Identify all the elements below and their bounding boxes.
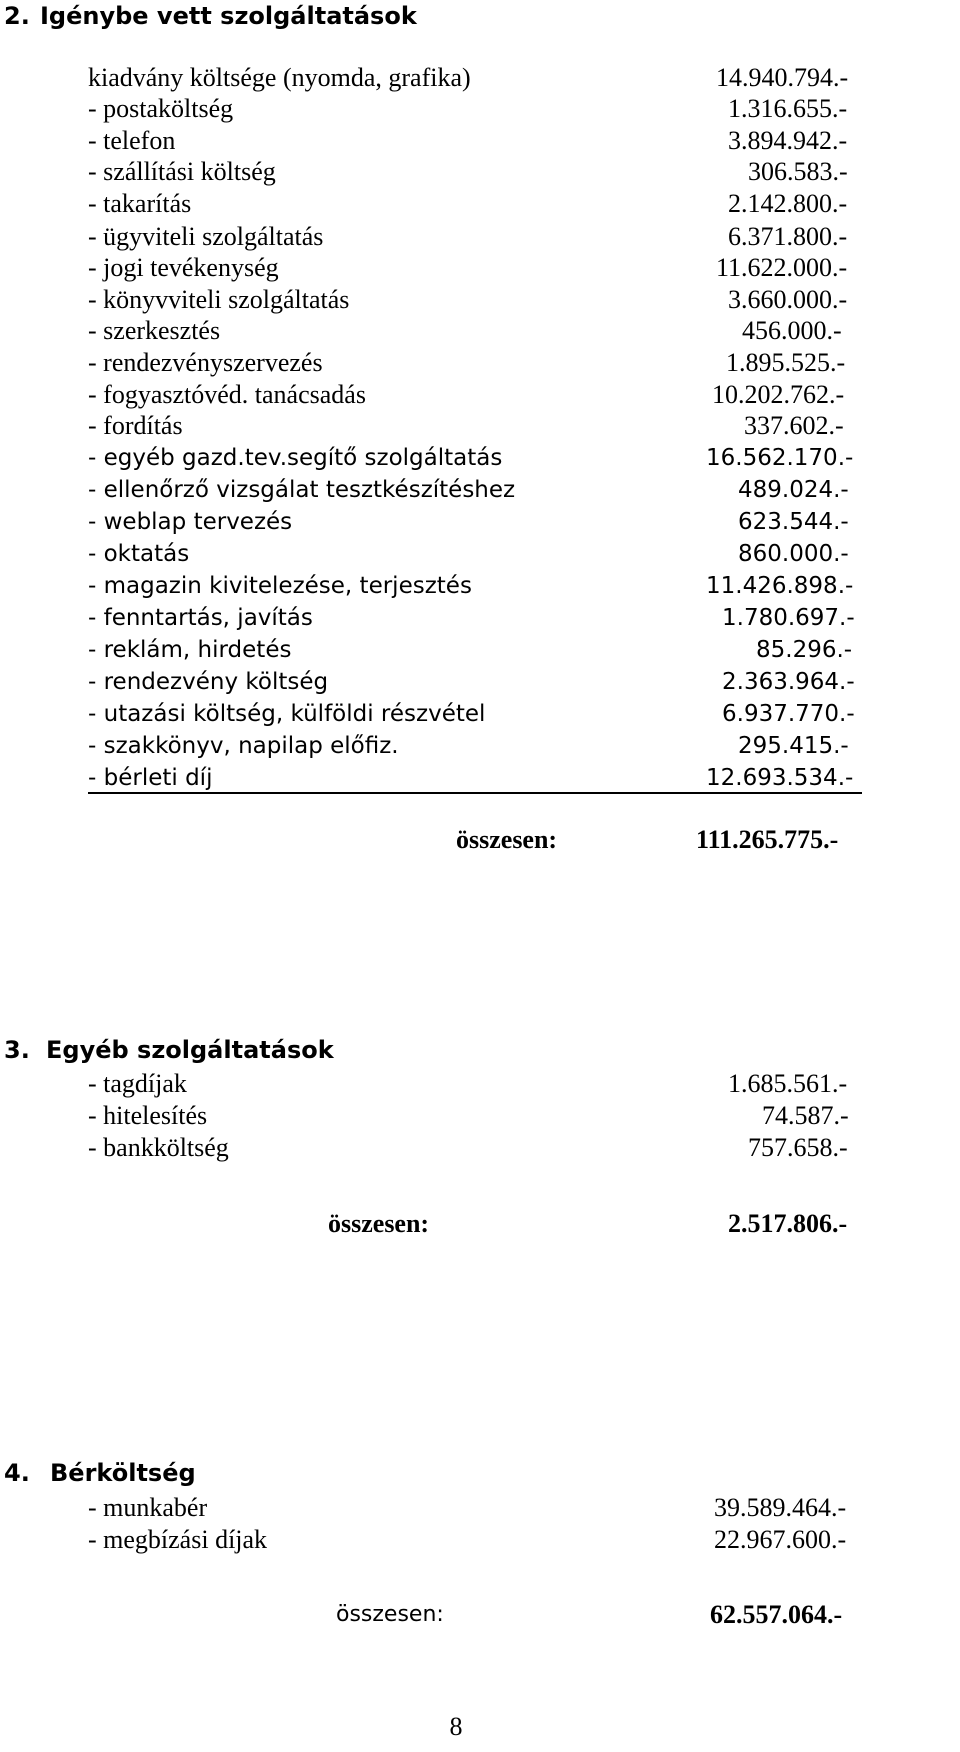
item-label: - telefon (88, 126, 176, 155)
item-value: 85.296.- (756, 637, 853, 663)
item-label: - ellenőrző vizsgálat tesztkészítéshez (88, 477, 516, 503)
item-label: - szállítási költség (88, 157, 276, 186)
item-value: 6.937.770.- (722, 701, 855, 727)
item-label: - ügyviteli szolgáltatás (88, 222, 324, 251)
item-value: 3.894.942.- (728, 126, 848, 155)
item-label: - oktatás (88, 541, 190, 567)
total-label: összesen: (328, 1209, 430, 1238)
item-value: 860.000.- (738, 541, 849, 567)
item-label: - magazin kivitelezése, terjesztés (88, 573, 472, 599)
item-label: - jogi tevékenység (88, 253, 279, 282)
item-label: - rendezvényszervezés (88, 348, 323, 377)
item-label: - reklám, hirdetés (88, 637, 292, 663)
total-value: 2.517.806.- (728, 1209, 848, 1238)
item-label: - bérleti díj (88, 765, 213, 791)
section-2-title: Igénybe vett szolgáltatások (40, 2, 417, 30)
item-value: 39.589.464.- (714, 1493, 847, 1522)
item-label: - weblap tervezés (88, 509, 293, 535)
item-label: - rendezvény költség (88, 669, 329, 695)
item-value: 11.622.000.- (716, 253, 848, 282)
item-label: - könyvviteli szolgáltatás (88, 285, 350, 314)
item-value: 12.693.534.- (706, 765, 854, 791)
item-value: 6.371.800.- (728, 222, 848, 251)
item-value: 337.602.- (744, 411, 844, 440)
item-value: 16.562.170.- (706, 445, 854, 471)
total-label: összesen: (336, 1602, 444, 1627)
item-value: 2.363.964.- (722, 669, 855, 695)
section-4-title: Bérköltség (50, 1459, 196, 1487)
total-label: összesen: (456, 825, 558, 854)
item-value: 757.658.- (748, 1133, 848, 1162)
item-label: - fogyasztóvéd. tanácsadás (88, 380, 366, 409)
item-label: - fenntartás, javítás (88, 605, 313, 631)
item-value: 295.415.- (738, 733, 849, 759)
item-value: 22.967.600.- (714, 1525, 847, 1554)
total-value: 111.265.775.- (696, 825, 839, 854)
item-label: - szakkönyv, napilap előfiz. (88, 733, 399, 759)
item-label: kiadvány költsége (nyomda, grafika) (88, 63, 471, 92)
item-label: - fordítás (88, 411, 183, 440)
item-label: - munkabér (88, 1493, 208, 1522)
sum-underline (88, 792, 862, 794)
item-label: - bankköltség (88, 1133, 229, 1162)
item-value: 623.544.- (738, 509, 849, 535)
item-value: 2.142.800.- (728, 189, 848, 218)
section-2-heading (4, 2, 417, 30)
item-value: 1.780.697.- (722, 605, 855, 631)
section-4-number: 4. (4, 1459, 30, 1487)
item-value: 10.202.762.- (712, 380, 845, 409)
section-3-number: 3. (4, 1036, 30, 1064)
item-label: - utazási költség, külföldi részvétel (88, 701, 486, 727)
item-label: - takarítás (88, 189, 192, 218)
item-value: 3.660.000.- (728, 285, 848, 314)
item-label: - hitelesítés (88, 1101, 208, 1130)
item-value: 14.940.794.- (716, 63, 849, 92)
item-value: 74.587.- (762, 1101, 849, 1130)
item-value: 1.895.525.- (726, 348, 846, 377)
item-label: - postaköltség (88, 94, 234, 123)
item-value: 1.316.655.- (728, 94, 848, 123)
item-label: - szerkesztés (88, 316, 221, 345)
page-number: 8 (449, 1712, 463, 1741)
item-value: 11.426.898.- (706, 573, 854, 599)
item-value: 489.024.- (738, 477, 849, 503)
item-value: 456.000.- (742, 316, 842, 345)
section-3-title: Egyéb szolgáltatások (46, 1036, 334, 1064)
section-3-heading (4, 1036, 334, 1064)
item-label: - megbízási díjak (88, 1525, 268, 1554)
total-value: 62.557.064.- (710, 1600, 843, 1629)
section-4-heading (4, 1459, 196, 1487)
item-value: 306.583.- (748, 157, 848, 186)
section-2-number: 2. (4, 2, 30, 30)
item-label: - tagdíjak (88, 1069, 187, 1098)
item-label: - egyéb gazd.tev.segítő szolgáltatás (88, 445, 503, 471)
item-value: 1.685.561.- (728, 1069, 848, 1098)
